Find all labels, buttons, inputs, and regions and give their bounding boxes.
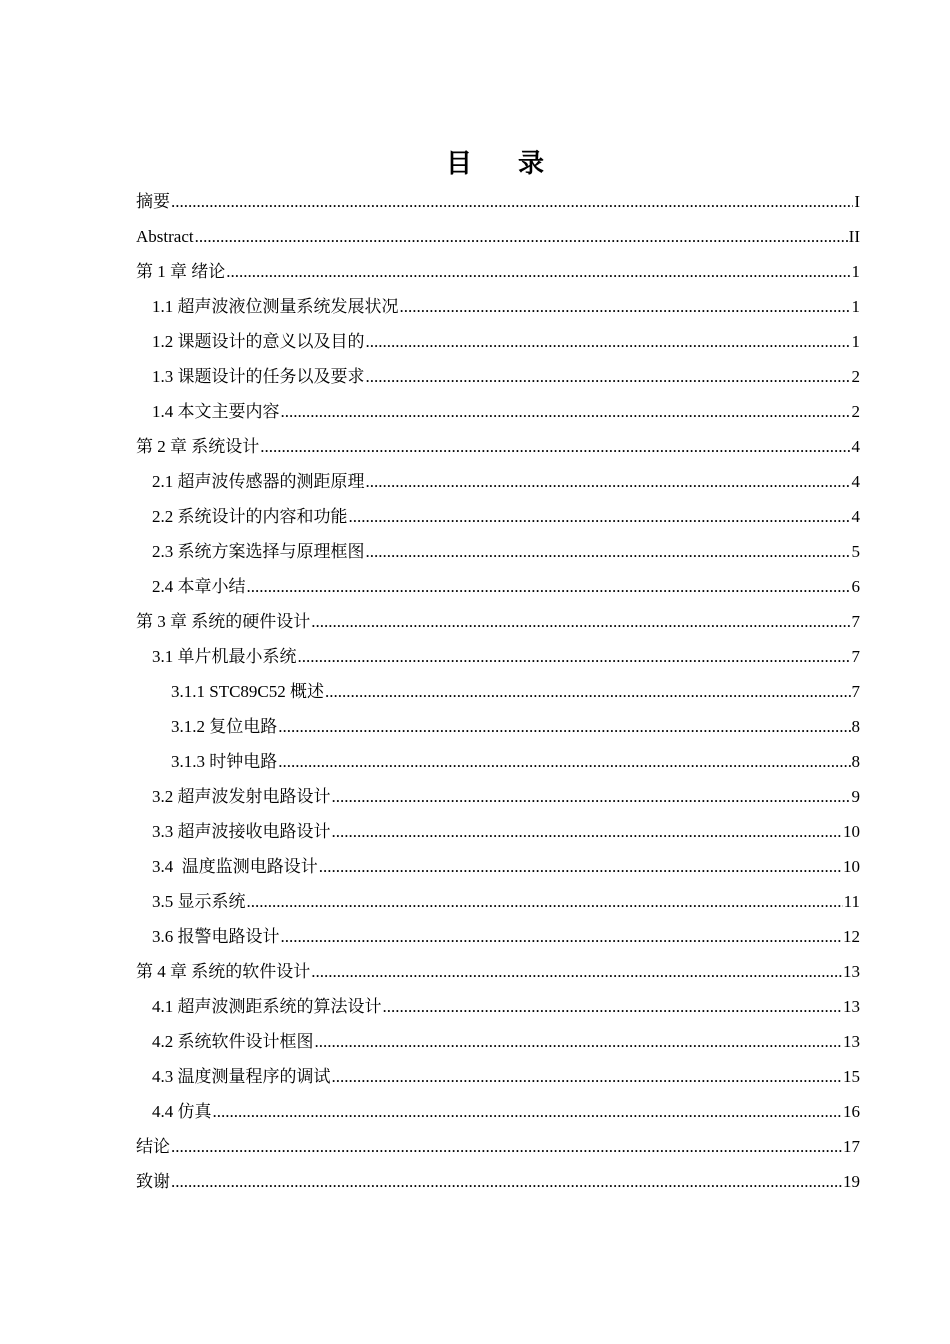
toc-entry[interactable]: [136, 429, 860, 464]
toc-dot-leader: [171, 184, 853, 219]
toc-entry[interactable]: [136, 639, 860, 674]
toc-entry-page-number: 7: [851, 612, 860, 631]
toc-entry-page-number: 4: [851, 507, 860, 526]
toc-entry[interactable]: [136, 254, 860, 289]
toc-entry[interactable]: [136, 954, 860, 989]
toc-entry[interactable]: [136, 464, 860, 499]
toc-entry-page-number: 13: [843, 997, 860, 1016]
toc-entry-page-number: 1: [851, 262, 860, 281]
toc-entry-page-number: 16: [843, 1102, 860, 1121]
toc-title: [0, 146, 950, 182]
toc-entry[interactable]: [136, 779, 860, 814]
toc-entry-page-number: 13: [843, 1032, 860, 1051]
toc-entry-page-number: 4: [851, 472, 860, 491]
toc-entry-page-number: 10: [843, 857, 860, 876]
toc-dot-leader: [213, 1094, 843, 1129]
toc-entry[interactable]: [136, 1024, 860, 1059]
toc-dot-leader: [226, 254, 850, 289]
toc-entry-page-number: 8: [851, 717, 860, 736]
toc-dot-leader: [366, 464, 851, 499]
toc-entry[interactable]: [136, 1094, 860, 1129]
toc-entry-label: 3.5 显示系统: [152, 892, 246, 911]
toc-dot-leader: [383, 989, 843, 1024]
toc-dot-leader: [278, 709, 850, 744]
toc-entry[interactable]: [136, 1059, 860, 1094]
toc-dot-leader: [195, 219, 848, 254]
toc-entry[interactable]: [136, 814, 860, 849]
toc-entry-page-number: 4: [851, 437, 860, 456]
toc-entry-label: 第 1 章 绪论: [136, 262, 226, 281]
toc-entry-label: 致谢: [136, 1172, 170, 1191]
toc-dot-leader: [171, 1164, 842, 1199]
toc-dot-leader: [332, 814, 843, 849]
toc-entry-page-number: 9: [851, 787, 860, 806]
toc-entry-page-number: I: [854, 192, 860, 211]
toc-entry[interactable]: [136, 499, 860, 534]
toc-entry[interactable]: [136, 534, 860, 569]
toc-dot-leader: [171, 1129, 842, 1164]
toc-entry[interactable]: [136, 394, 860, 429]
toc-entry-page-number: 17: [843, 1137, 860, 1156]
toc-dot-leader: [260, 429, 850, 464]
toc-dot-leader: [247, 884, 843, 919]
toc-dot-leader: [311, 604, 850, 639]
toc-entry-label: 4.3 温度测量程序的调试: [152, 1067, 331, 1086]
toc-entry-label: 结论: [136, 1137, 170, 1156]
toc-dot-leader: [281, 919, 843, 954]
toc-entry[interactable]: [136, 219, 860, 254]
toc-dot-leader: [366, 324, 851, 359]
toc-entry-label: 第 4 章 系统的软件设计: [136, 962, 311, 981]
toc-entry-label: 1.1 超声波液位测量系统发展状况: [152, 297, 399, 316]
toc-entry-page-number: 13: [843, 962, 860, 981]
toc-entry-label: 3.3 超声波接收电路设计: [152, 822, 331, 841]
toc-list: [136, 184, 860, 1199]
toc-entry-label: 1.3 课题设计的任务以及要求: [152, 367, 365, 386]
toc-entry-label: 3.2 超声波发射电路设计: [152, 787, 331, 806]
toc-dot-leader: [332, 1059, 843, 1094]
toc-entry-label: 2.2 系统设计的内容和功能: [152, 507, 348, 526]
toc-title-char-1: 目: [445, 149, 472, 178]
toc-entry-page-number: 11: [843, 892, 860, 911]
toc-entry[interactable]: [136, 709, 860, 744]
toc-entry-label: 3.1.3 时钟电路: [171, 752, 278, 771]
toc-entry[interactable]: [136, 604, 860, 639]
toc-entry[interactable]: [136, 289, 860, 324]
toc-entry-label: 第 3 章 系统的硬件设计: [136, 612, 311, 631]
toc-entry[interactable]: [136, 569, 860, 604]
toc-entry-label: 2.3 系统方案选择与原理框图: [152, 542, 365, 561]
toc-entry-label: 1.2 课题设计的意义以及目的: [152, 332, 365, 351]
toc-entry-page-number: 1: [851, 297, 860, 316]
toc-entry-page-number: 1: [851, 332, 860, 351]
toc-entry[interactable]: [136, 849, 860, 884]
toc-entry-label: 3.1 单片机最小系统: [152, 647, 297, 666]
toc-entry-page-number: 8: [851, 752, 860, 771]
toc-title-char-2: 录: [518, 149, 545, 178]
toc-entry[interactable]: [136, 744, 860, 779]
toc-entry-label: 4.2 系统软件设计框图: [152, 1032, 314, 1051]
toc-entry-page-number: 12: [843, 927, 860, 946]
toc-entry-page-number: II: [848, 227, 860, 246]
toc-entry[interactable]: [136, 989, 860, 1024]
toc-entry-page-number: 7: [851, 682, 860, 701]
toc-entry[interactable]: [136, 324, 860, 359]
toc-entry-page-number: 5: [851, 542, 860, 561]
toc-entry-label: 第 2 章 系统设计: [136, 437, 260, 456]
toc-entry-label: 摘要: [136, 192, 170, 211]
toc-entry-label: 4.1 超声波测距系统的算法设计: [152, 997, 382, 1016]
toc-entry-label: 3.6 报警电路设计: [152, 927, 280, 946]
toc-entry[interactable]: [136, 1164, 860, 1199]
toc-entry-label: 1.4 本文主要内容: [152, 402, 280, 421]
toc-entry-label: 2.4 本章小结: [152, 577, 246, 596]
toc-dot-leader: [281, 394, 851, 429]
toc-entry[interactable]: [136, 184, 860, 219]
toc-entry-label: 3.1.1 STC89C52 概述: [171, 682, 325, 701]
toc-dot-leader: [366, 359, 851, 394]
toc-entry-page-number: 7: [851, 647, 860, 666]
toc-entry[interactable]: [136, 1129, 860, 1164]
toc-entry[interactable]: [136, 674, 860, 709]
toc-dot-leader: [247, 569, 851, 604]
toc-dot-leader: [319, 849, 842, 884]
toc-dot-leader: [278, 744, 850, 779]
toc-entry-page-number: 6: [851, 577, 860, 596]
toc-dot-leader: [366, 534, 851, 569]
toc-entry[interactable]: [136, 884, 860, 919]
toc-entry-label: 3.4 温度监测电路设计: [152, 857, 318, 876]
toc-entry-label: Abstract: [136, 227, 194, 246]
toc-dot-leader: [325, 674, 850, 709]
toc-entry[interactable]: [136, 919, 860, 954]
toc-entry-page-number: 10: [843, 822, 860, 841]
toc-dot-leader: [298, 639, 851, 674]
toc-entry-label: 4.4 仿真: [152, 1102, 212, 1121]
toc-dot-leader: [332, 779, 851, 814]
toc-entry-page-number: 2: [851, 402, 860, 421]
toc-entry[interactable]: [136, 359, 860, 394]
toc-entry-page-number: 15: [843, 1067, 860, 1086]
toc-dot-leader: [311, 954, 842, 989]
toc-entry-page-number: 2: [851, 367, 860, 386]
toc-entry-label: 2.1 超声波传感器的测距原理: [152, 472, 365, 491]
toc-entry-label: 3.1.2 复位电路: [171, 717, 278, 736]
toc-dot-leader: [400, 289, 851, 324]
toc-entry-page-number: 19: [843, 1172, 860, 1191]
toc-dot-leader: [349, 499, 851, 534]
toc-dot-leader: [315, 1024, 843, 1059]
